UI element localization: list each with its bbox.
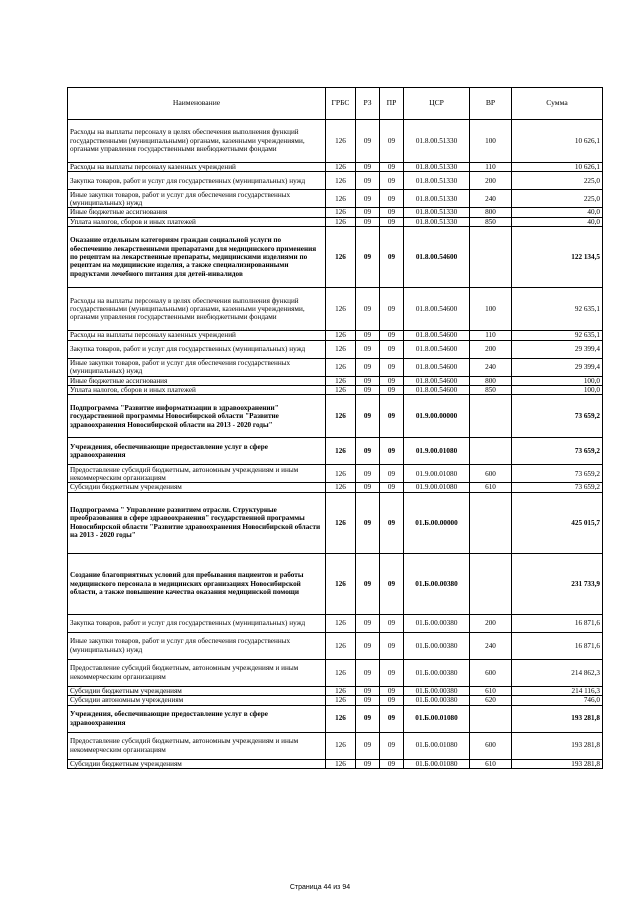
cell-pr: 09 (380, 172, 404, 190)
cell-sum: 40,0 (512, 208, 603, 217)
cell-grbs: 126 (326, 632, 356, 659)
table-row (68, 614, 603, 632)
cell-vr: 200 (470, 172, 512, 190)
cell-sum: 214 116,3 (512, 686, 603, 695)
cell-rz: 09 (356, 172, 380, 190)
table-row (68, 340, 603, 358)
cell-grbs: 126 (326, 492, 356, 553)
cell-sum: 100,0 (512, 386, 603, 395)
cell-csr: 01.Б.00.00380 (404, 614, 470, 632)
cell-vr: 240 (470, 632, 512, 659)
cell-name: Расходы на выплаты персоналу в целях обеспечения выполнения функций государственными (муниципальными) органами, казенными учреждениями, органами управления государственными внебюджетными фондами (68, 120, 326, 163)
cell-rz: 09 (356, 465, 380, 483)
cell-pr: 09 (380, 340, 404, 358)
cell-sum: 16 871,6 (512, 614, 603, 632)
cell-vr: 200 (470, 614, 512, 632)
cell-pr: 09 (380, 288, 404, 331)
cell-pr: 09 (380, 759, 404, 768)
page-number: Страница 44 из 94 (289, 884, 351, 891)
cell-name: Закупка товаров, работ и услуг для государственных (муниципальных) нужд (68, 340, 326, 358)
table-row (68, 331, 603, 340)
header-vr: ВР (470, 88, 512, 120)
cell-pr: 09 (380, 376, 404, 385)
cell-rz: 09 (356, 190, 380, 208)
cell-name: Оказание отдельным категориям граждан социальной услуги по обеспечению лекарственными препаратами для медицинского применения по рецептам на лекарственные препараты, медицинскими изделиями по рецептам на медицинские изделия, а также специализированными продуктами лечебного питания для детей-инвалидов (68, 227, 326, 288)
cell-name: Субсидии бюджетным учреждениям (68, 483, 326, 492)
header-csr: ЦСР (404, 88, 470, 120)
cell-sum: 16 871,6 (512, 632, 603, 659)
table-row (68, 190, 603, 208)
cell-rz: 09 (356, 614, 380, 632)
cell-pr: 09 (380, 395, 404, 438)
cell-vr (470, 395, 512, 438)
cell-rz: 09 (356, 358, 380, 376)
cell-rz: 09 (356, 659, 380, 686)
header-sum: Сумма (512, 88, 603, 120)
cell-csr: 01.Б.00.01080 (404, 732, 470, 759)
cell-name: Закупка товаров, работ и услуг для государственных (муниципальных) нужд (68, 172, 326, 190)
cell-vr: 200 (470, 340, 512, 358)
cell-sum: 73 659,2 (512, 395, 603, 438)
cell-vr: 600 (470, 465, 512, 483)
cell-rz: 09 (356, 288, 380, 331)
cell-rz: 09 (356, 217, 380, 226)
cell-name: Иные бюджетные ассигнования (68, 208, 326, 217)
cell-csr: 01.Б.00.01080 (404, 759, 470, 768)
cell-vr: 610 (470, 686, 512, 695)
cell-rz: 09 (356, 492, 380, 553)
cell-sum: 193 281,8 (512, 759, 603, 768)
table-body (68, 120, 603, 769)
table-row (68, 632, 603, 659)
cell-rz: 09 (356, 395, 380, 438)
cell-rz: 09 (356, 696, 380, 705)
cell-grbs: 126 (326, 172, 356, 190)
cell-csr: 01.Б.00.01080 (404, 705, 470, 732)
cell-sum: 214 862,3 (512, 659, 603, 686)
cell-vr (470, 227, 512, 288)
cell-sum: 10 626,1 (512, 163, 603, 172)
cell-sum: 92 635,1 (512, 331, 603, 340)
cell-name: Расходы на выплаты персоналу казенных учреждений (68, 331, 326, 340)
cell-vr: 620 (470, 696, 512, 705)
cell-rz: 09 (356, 553, 380, 614)
cell-sum: 225,0 (512, 172, 603, 190)
cell-sum: 73 659,2 (512, 483, 603, 492)
table-row (68, 227, 603, 288)
cell-csr: 01.Б.00.00380 (404, 632, 470, 659)
cell-csr: 01.8.00.51330 (404, 208, 470, 217)
cell-grbs: 126 (326, 759, 356, 768)
cell-csr: 01.8.00.54600 (404, 376, 470, 385)
cell-vr: 800 (470, 208, 512, 217)
cell-csr: 01.8.00.51330 (404, 172, 470, 190)
table-row (68, 172, 603, 190)
cell-grbs: 126 (326, 483, 356, 492)
cell-name: Уплата налогов, сборов и иных платежей (68, 217, 326, 226)
cell-rz: 09 (356, 686, 380, 695)
table-row (68, 696, 603, 705)
cell-pr: 09 (380, 659, 404, 686)
cell-name: Иные бюджетные ассигнования (68, 376, 326, 385)
cell-csr: 01.9.00.01080 (404, 438, 470, 465)
cell-sum: 92 635,1 (512, 288, 603, 331)
cell-pr: 09 (380, 614, 404, 632)
table-row (68, 483, 603, 492)
cell-csr: 01.Б.00.00380 (404, 686, 470, 695)
cell-grbs: 126 (326, 696, 356, 705)
cell-vr: 110 (470, 163, 512, 172)
table-row (68, 732, 603, 759)
cell-sum: 40,0 (512, 217, 603, 226)
table-row (68, 659, 603, 686)
cell-pr: 09 (380, 686, 404, 695)
cell-grbs: 126 (326, 386, 356, 395)
cell-csr: 01.8.00.54600 (404, 358, 470, 376)
table-row (68, 208, 603, 217)
cell-csr: 01.8.00.51330 (404, 217, 470, 226)
cell-csr: 01.8.00.51330 (404, 190, 470, 208)
table-row (68, 217, 603, 226)
table-row (68, 120, 603, 163)
cell-vr: 800 (470, 376, 512, 385)
cell-grbs: 126 (326, 438, 356, 465)
cell-rz: 09 (356, 759, 380, 768)
cell-pr: 09 (380, 438, 404, 465)
header-name: Наименование (68, 88, 326, 120)
cell-rz: 09 (356, 340, 380, 358)
table-header (68, 88, 603, 120)
cell-pr: 09 (380, 217, 404, 226)
cell-sum: 10 626,1 (512, 120, 603, 163)
cell-csr: 01.8.00.51330 (404, 163, 470, 172)
cell-sum: 225,0 (512, 190, 603, 208)
cell-pr: 09 (380, 696, 404, 705)
cell-vr (470, 438, 512, 465)
cell-sum: 29 399,4 (512, 358, 603, 376)
cell-name: Учреждения, обеспечивающие предоставление услуг в сфере здравоохранения (68, 705, 326, 732)
table-row (68, 386, 603, 395)
cell-vr: 600 (470, 732, 512, 759)
table-row (68, 705, 603, 732)
cell-sum: 231 733,9 (512, 553, 603, 614)
table-row (68, 395, 603, 438)
cell-grbs: 126 (326, 208, 356, 217)
cell-name: Расходы на выплаты персоналу в целях обеспечения выполнения функций государственными (муниципальными) органами, казенными учреждениями, органами управления государственными внебюджетными фондами (68, 288, 326, 331)
cell-csr: 01.8.00.54600 (404, 227, 470, 288)
cell-pr: 09 (380, 190, 404, 208)
cell-pr: 09 (380, 553, 404, 614)
cell-name: Уплата налогов, сборов и иных платежей (68, 386, 326, 395)
cell-grbs: 126 (326, 190, 356, 208)
cell-grbs: 126 (326, 376, 356, 385)
cell-name: Предоставление субсидий бюджетным, автономным учреждениям и иным некоммерческим организациям (68, 465, 326, 483)
cell-name: Предоставление субсидий бюджетным, автономным учреждениям и иным некоммерческим организациям (68, 659, 326, 686)
cell-rz: 09 (356, 376, 380, 385)
cell-vr (470, 705, 512, 732)
cell-rz: 09 (356, 705, 380, 732)
cell-csr: 01.Б.00.00380 (404, 553, 470, 614)
cell-grbs: 126 (326, 227, 356, 288)
table-row (68, 465, 603, 483)
table-row (68, 163, 603, 172)
cell-pr: 09 (380, 632, 404, 659)
header-pr: ПР (380, 88, 404, 120)
cell-grbs: 126 (326, 659, 356, 686)
cell-name: Иные закупки товаров, работ и услуг для обеспечения государственных (муниципальных) нужд (68, 358, 326, 376)
cell-name: Субсидии бюджетным учреждениям (68, 686, 326, 695)
cell-vr: 610 (470, 483, 512, 492)
budget-table (67, 87, 603, 769)
cell-name: Учреждения, обеспечивающие предоставление услуг в сфере здравоохранения (68, 438, 326, 465)
cell-grbs: 126 (326, 217, 356, 226)
cell-grbs: 126 (326, 340, 356, 358)
cell-vr: 850 (470, 217, 512, 226)
cell-sum: 193 281,8 (512, 705, 603, 732)
cell-vr (470, 492, 512, 553)
cell-sum: 29 399,4 (512, 340, 603, 358)
cell-vr: 610 (470, 759, 512, 768)
cell-pr: 09 (380, 386, 404, 395)
cell-grbs: 126 (326, 705, 356, 732)
cell-sum: 425 015,7 (512, 492, 603, 553)
table-row (68, 288, 603, 331)
cell-name: Субсидии бюджетным учреждениям (68, 759, 326, 768)
cell-name: Создание благоприятных условий для пребывания пациентов и работы медицинского персонала в медицинских организациях Новосибирской области, а также повышение качества оказания медицинской помощи (68, 553, 326, 614)
cell-pr: 09 (380, 358, 404, 376)
cell-pr: 09 (380, 732, 404, 759)
cell-grbs: 126 (326, 732, 356, 759)
cell-vr (470, 553, 512, 614)
cell-csr: 01.Б.00.00380 (404, 696, 470, 705)
cell-name: Расходы на выплаты персоналу казенных учреждений (68, 163, 326, 172)
cell-name: Иные закупки товаров, работ и услуг для обеспечения государственных (муниципальных) нужд (68, 190, 326, 208)
cell-csr: 01.9.00.00000 (404, 395, 470, 438)
cell-vr: 600 (470, 659, 512, 686)
cell-grbs: 126 (326, 465, 356, 483)
cell-rz: 09 (356, 163, 380, 172)
cell-sum: 73 659,2 (512, 465, 603, 483)
table-row (68, 376, 603, 385)
cell-rz: 09 (356, 732, 380, 759)
cell-csr: 01.8.00.54600 (404, 386, 470, 395)
cell-grbs: 126 (326, 120, 356, 163)
cell-name: Субсидии автономным учреждениям (68, 696, 326, 705)
cell-csr: 01.8.00.54600 (404, 340, 470, 358)
cell-vr: 240 (470, 358, 512, 376)
cell-csr: 01.9.00.01080 (404, 483, 470, 492)
cell-rz: 09 (356, 208, 380, 217)
cell-csr: 01.8.00.51330 (404, 120, 470, 163)
cell-sum: 73 659,2 (512, 438, 603, 465)
cell-csr: 01.Б.00.00380 (404, 659, 470, 686)
cell-csr: 01.8.00.54600 (404, 288, 470, 331)
header-grbs: ГРБС (326, 88, 356, 120)
cell-grbs: 126 (326, 163, 356, 172)
cell-vr: 100 (470, 120, 512, 163)
cell-pr: 09 (380, 705, 404, 732)
cell-pr: 09 (380, 465, 404, 483)
cell-rz: 09 (356, 438, 380, 465)
cell-name: Подпрограмма "Развитие информатизации в здравоохранении" государственной программы Новосибирской области "Развитие здравоохранения Новосибирской области на 2013 - 2020 годы" (68, 395, 326, 438)
cell-sum: 122 134,5 (512, 227, 603, 288)
cell-pr: 09 (380, 120, 404, 163)
cell-grbs: 126 (326, 331, 356, 340)
cell-pr: 09 (380, 163, 404, 172)
cell-rz: 09 (356, 227, 380, 288)
cell-sum: 100,0 (512, 376, 603, 385)
cell-sum: 746,0 (512, 696, 603, 705)
cell-name: Подпрограмма " Управление развитием отрасли. Структурные преобразования в сфере здравоохранения" государственной программы Новосибирской области "Развитие здравоохранения Новосибирской области на 2013 - 2020 годы" (68, 492, 326, 553)
cell-pr: 09 (380, 331, 404, 340)
cell-sum: 193 281,8 (512, 732, 603, 759)
cell-grbs: 126 (326, 395, 356, 438)
cell-grbs: 126 (326, 686, 356, 695)
header-rz: РЗ (356, 88, 380, 120)
cell-vr: 100 (470, 288, 512, 331)
cell-vr: 110 (470, 331, 512, 340)
cell-pr: 09 (380, 227, 404, 288)
cell-rz: 09 (356, 632, 380, 659)
cell-csr: 01.9.00.01080 (404, 465, 470, 483)
cell-name: Закупка товаров, работ и услуг для государственных (муниципальных) нужд (68, 614, 326, 632)
cell-csr: 01.Б.00.00000 (404, 492, 470, 553)
cell-pr: 09 (380, 492, 404, 553)
table-row (68, 686, 603, 695)
cell-grbs: 126 (326, 614, 356, 632)
table-row (68, 553, 603, 614)
table-row (68, 492, 603, 553)
cell-rz: 09 (356, 483, 380, 492)
table-row (68, 438, 603, 465)
cell-grbs: 126 (326, 358, 356, 376)
cell-vr: 850 (470, 386, 512, 395)
cell-vr: 240 (470, 190, 512, 208)
cell-csr: 01.8.00.54600 (404, 331, 470, 340)
cell-pr: 09 (380, 208, 404, 217)
cell-pr: 09 (380, 483, 404, 492)
cell-rz: 09 (356, 331, 380, 340)
cell-grbs: 126 (326, 288, 356, 331)
cell-rz: 09 (356, 120, 380, 163)
cell-name: Предоставление субсидий бюджетным, автономным учреждениям и иным некоммерческим организациям (68, 732, 326, 759)
cell-grbs: 126 (326, 553, 356, 614)
cell-name: Иные закупки товаров, работ и услуг для обеспечения государственных (муниципальных) нужд (68, 632, 326, 659)
cell-rz: 09 (356, 386, 380, 395)
table-row (68, 759, 603, 768)
table-row (68, 358, 603, 376)
